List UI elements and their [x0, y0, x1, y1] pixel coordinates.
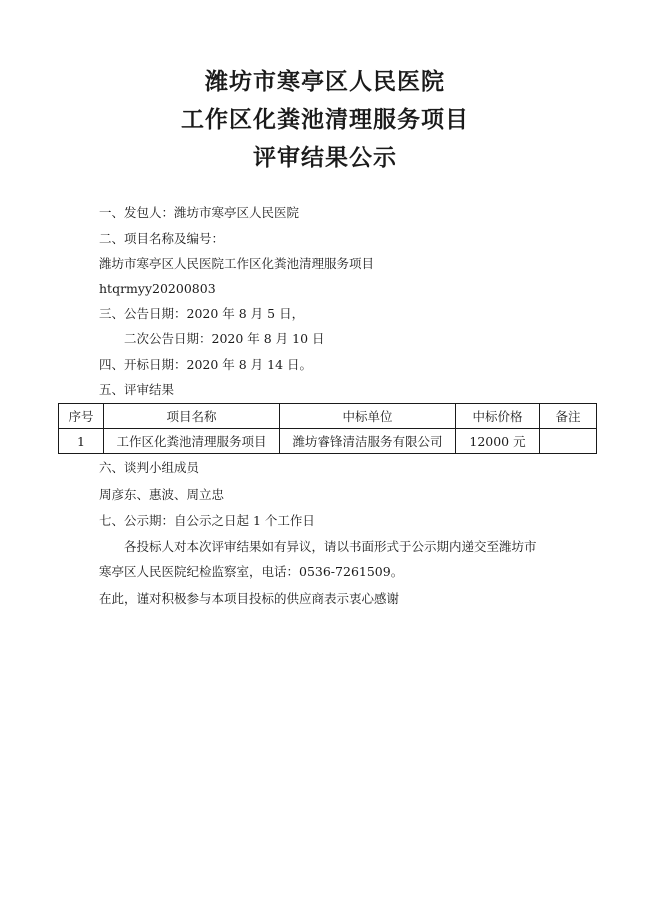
announce-date: 三、公告日期：2020 年 8 月 5 日， [99, 306, 305, 321]
title-project: 工作区化粪池清理服务项目 [181, 107, 469, 133]
bid-open-date: 四、开标日期：2020 年 8 月 14 日。 [99, 357, 313, 372]
header-winning-price: 中标价格 [456, 404, 540, 429]
cell-winning-bidder: 潍坊睿锋清洁服务有限公司 [280, 429, 456, 454]
title-result-notice: 评审结果公示 [253, 145, 397, 171]
table-header-row [59, 404, 597, 429]
result-table [58, 403, 597, 454]
title-hospital: 潍坊市寒亭区人民医院 [205, 69, 445, 95]
panel-members: 周彦东、惠波、周立忠 [99, 487, 225, 502]
thanks-line: 在此，谨对积极参与本项目投标的供应商表示衷心感谢 [99, 591, 400, 606]
table-row [59, 429, 597, 454]
project-heading: 二、项目名称及编号： [99, 231, 225, 246]
project-name: 潍坊市寒亭区人民医院工作区化粪池清理服务项目 [99, 256, 375, 271]
panel-heading: 六、谈判小组成员 [99, 460, 200, 475]
notice-period: 七、公示期：自公示之日起 1 个工作日 [99, 513, 315, 528]
tenderer-line: 一、发包人：潍坊市寒亭区人民医院 [99, 205, 300, 220]
objection-line-1: 各投标人对本次评审结果如有异议，请以书面形式于公示期内递交至潍坊市 [124, 539, 537, 554]
cell-project-name: 工作区化粪池清理服务项目 [104, 429, 280, 454]
header-index: 序号 [59, 404, 104, 429]
cell-index: 1 [59, 429, 104, 454]
second-announce-date: 二次公告日期：2020 年 8 月 10 日 [124, 331, 325, 346]
result-heading: 五、评审结果 [99, 382, 175, 397]
project-code: htqrmyy20200803 [99, 281, 216, 296]
header-project-name: 项目名称 [104, 404, 280, 429]
cell-remarks [540, 429, 597, 454]
header-remarks: 备注 [540, 404, 597, 429]
objection-line-2: 寒亭区人民医院纪检监察室，电话：0536-7261509。 [99, 564, 404, 579]
cell-winning-price: 12000 元 [456, 429, 540, 454]
header-winning-bidder: 中标单位 [280, 404, 456, 429]
